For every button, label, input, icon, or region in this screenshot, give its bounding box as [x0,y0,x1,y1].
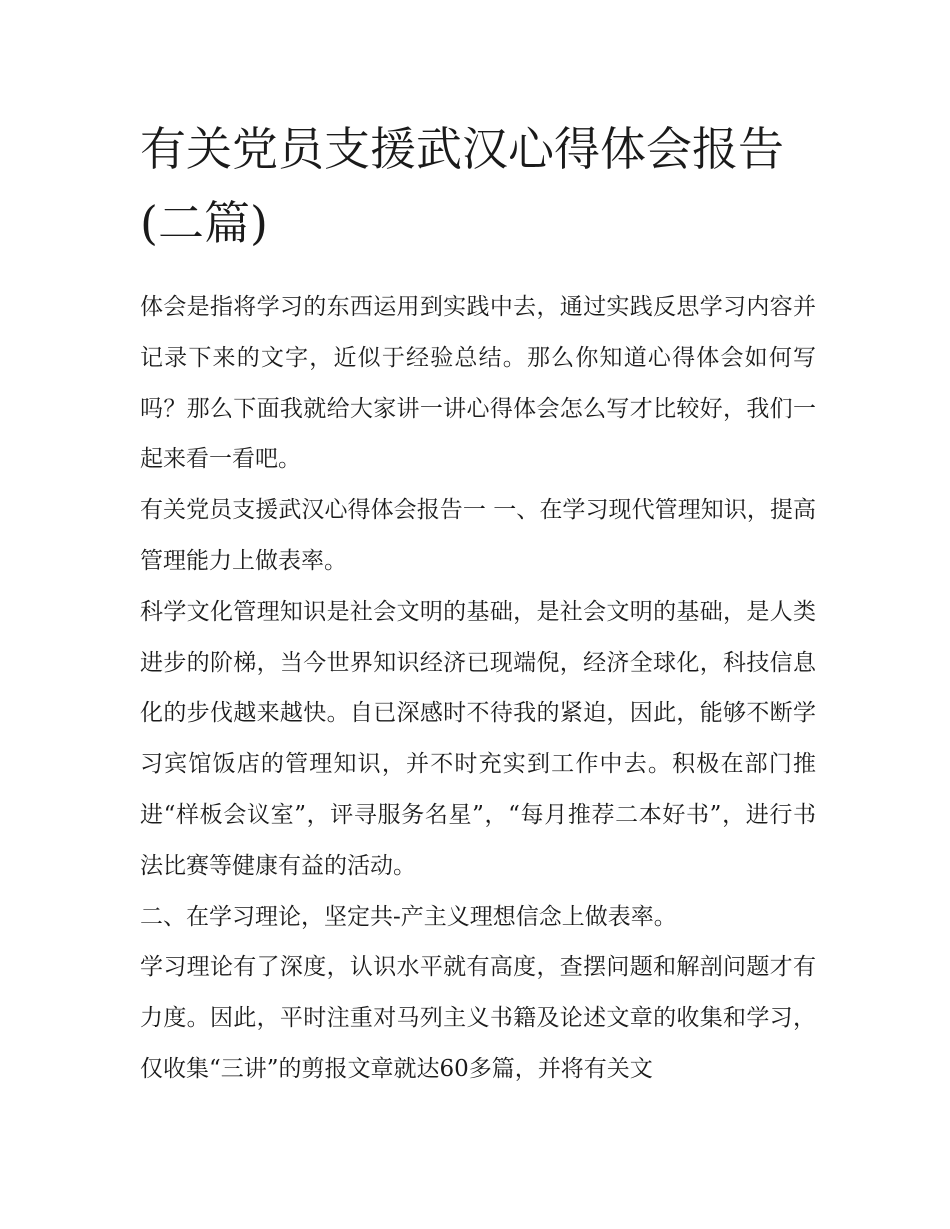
paragraph-report-one-heading: 有关党员支援武汉心得体会报告一 一、在学习现代管理知识，提高管理能力上做表率。 [140,497,816,574]
document-body [140,112,816,1095]
paragraph-intro: 体会是指将学习的东西运用到实践中去，通过实践反思学习内容并记录下来的文字，近似于经验总结。那么你知道心得体会如何写吗？那么下面我就给大家讲一讲心得体会怎么写才比较好，我们一起来看一看吧。 [140,294,816,473]
paragraph-management-knowledge: 科学文化管理知识是社会文明的基础，是社会文明的基础，是人类进步的阶梯，当今世界知识经济已现端倪，经济全球化，科技信息化的步伐越来越快。自已深感时不待我的紧迫，因此，能够不断学习宾馆饭店的管理知识，并不时充实到工作中去。积极在部门推进“样板会议室”，评寻服务名星”，“每月推荐二本好书”，进行书法比赛等健康有益的活动。 [140,598,816,879]
document-title: 有关党员支援武汉心得体会报告(二篇) [140,122,784,250]
paragraph-section-two-heading: 二、在学习理论，坚定共-产主义理想信念上做表率。 [140,903,677,930]
paragraph-theory-study: 学习理论有了深度，认识水平就有高度，查摆问题和解剖问题才有力度。因此，平时注重对马列主义书籍及论述文章的收集和学习，仅收集“三讲”的剪报文章就达60多篇，并将有关文 [140,954,816,1082]
